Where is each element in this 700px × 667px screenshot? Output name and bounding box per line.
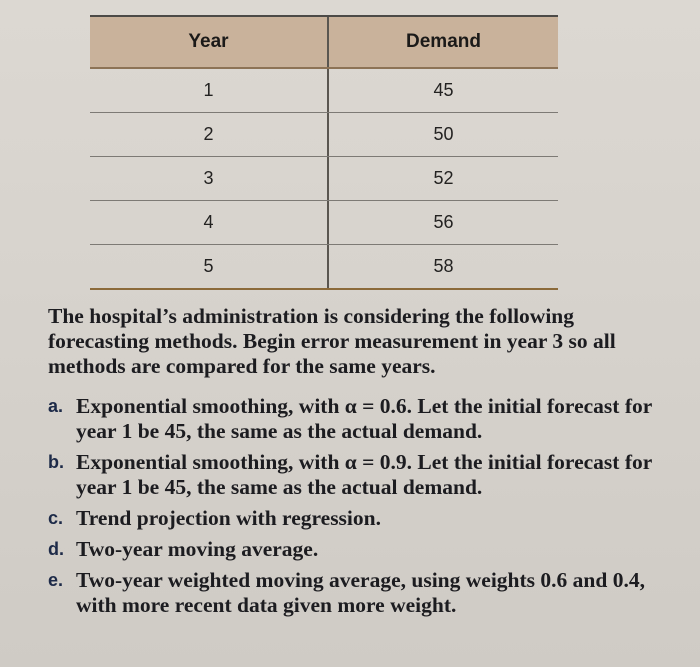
list-item <box>48 568 688 618</box>
table-row <box>90 157 558 201</box>
demand-value: 56 <box>433 212 454 232</box>
demand-value: 45 <box>433 80 454 100</box>
table-row <box>90 69 558 113</box>
demand-cell <box>329 245 558 288</box>
list-item <box>48 537 688 562</box>
header-demand: Demand <box>406 31 481 52</box>
problem-intro: The hospital’s administration is considering the following forecasting methods. Begin error measurement in year 3 so all methods are compared for the same years. <box>48 304 616 378</box>
header-cell-demand <box>329 17 558 67</box>
year-cell <box>90 201 329 244</box>
demand-table <box>90 15 558 290</box>
year-cell <box>90 245 329 288</box>
item-label: e. <box>48 570 64 590</box>
demand-cell <box>329 69 558 112</box>
demand-value: 50 <box>433 124 454 144</box>
forecasting-methods-list <box>48 394 688 624</box>
year-value: 2 <box>203 124 214 144</box>
year-value: 4 <box>203 212 214 232</box>
demand-cell <box>329 113 558 156</box>
list-item <box>48 450 688 500</box>
item-label: d. <box>48 539 64 559</box>
demand-cell <box>329 201 558 244</box>
item-label: a. <box>48 396 64 416</box>
year-value: 3 <box>203 168 214 188</box>
year-value: 5 <box>203 256 214 276</box>
item-label: c. <box>48 508 64 528</box>
demand-value: 52 <box>433 168 454 188</box>
year-value: 1 <box>203 80 214 100</box>
header-cell-year <box>90 17 329 67</box>
table-row <box>90 245 558 290</box>
item-text: Two-year moving average. <box>76 537 319 561</box>
demand-value: 58 <box>433 256 454 276</box>
item-label: b. <box>48 452 64 472</box>
header-year: Year <box>188 31 229 52</box>
year-cell <box>90 157 329 200</box>
table-row <box>90 201 558 245</box>
item-text: Two-year weighted moving average, using weights 0.6 and 0.4, with more recent data given more weight. <box>76 568 645 617</box>
year-cell <box>90 69 329 112</box>
item-text: Exponential smoothing, with α = 0.9. Let the initial forecast for year 1 be 45, the same as the actual demand. <box>76 450 652 499</box>
year-cell <box>90 113 329 156</box>
demand-cell <box>329 157 558 200</box>
item-text: Trend projection with regression. <box>76 506 381 530</box>
list-item <box>48 394 688 444</box>
item-text: Exponential smoothing, with α = 0.6. Let the initial forecast for year 1 be 45, the same as the actual demand. <box>76 394 652 443</box>
table-row <box>90 113 558 157</box>
list-item <box>48 506 688 531</box>
table-header-row <box>90 17 558 69</box>
